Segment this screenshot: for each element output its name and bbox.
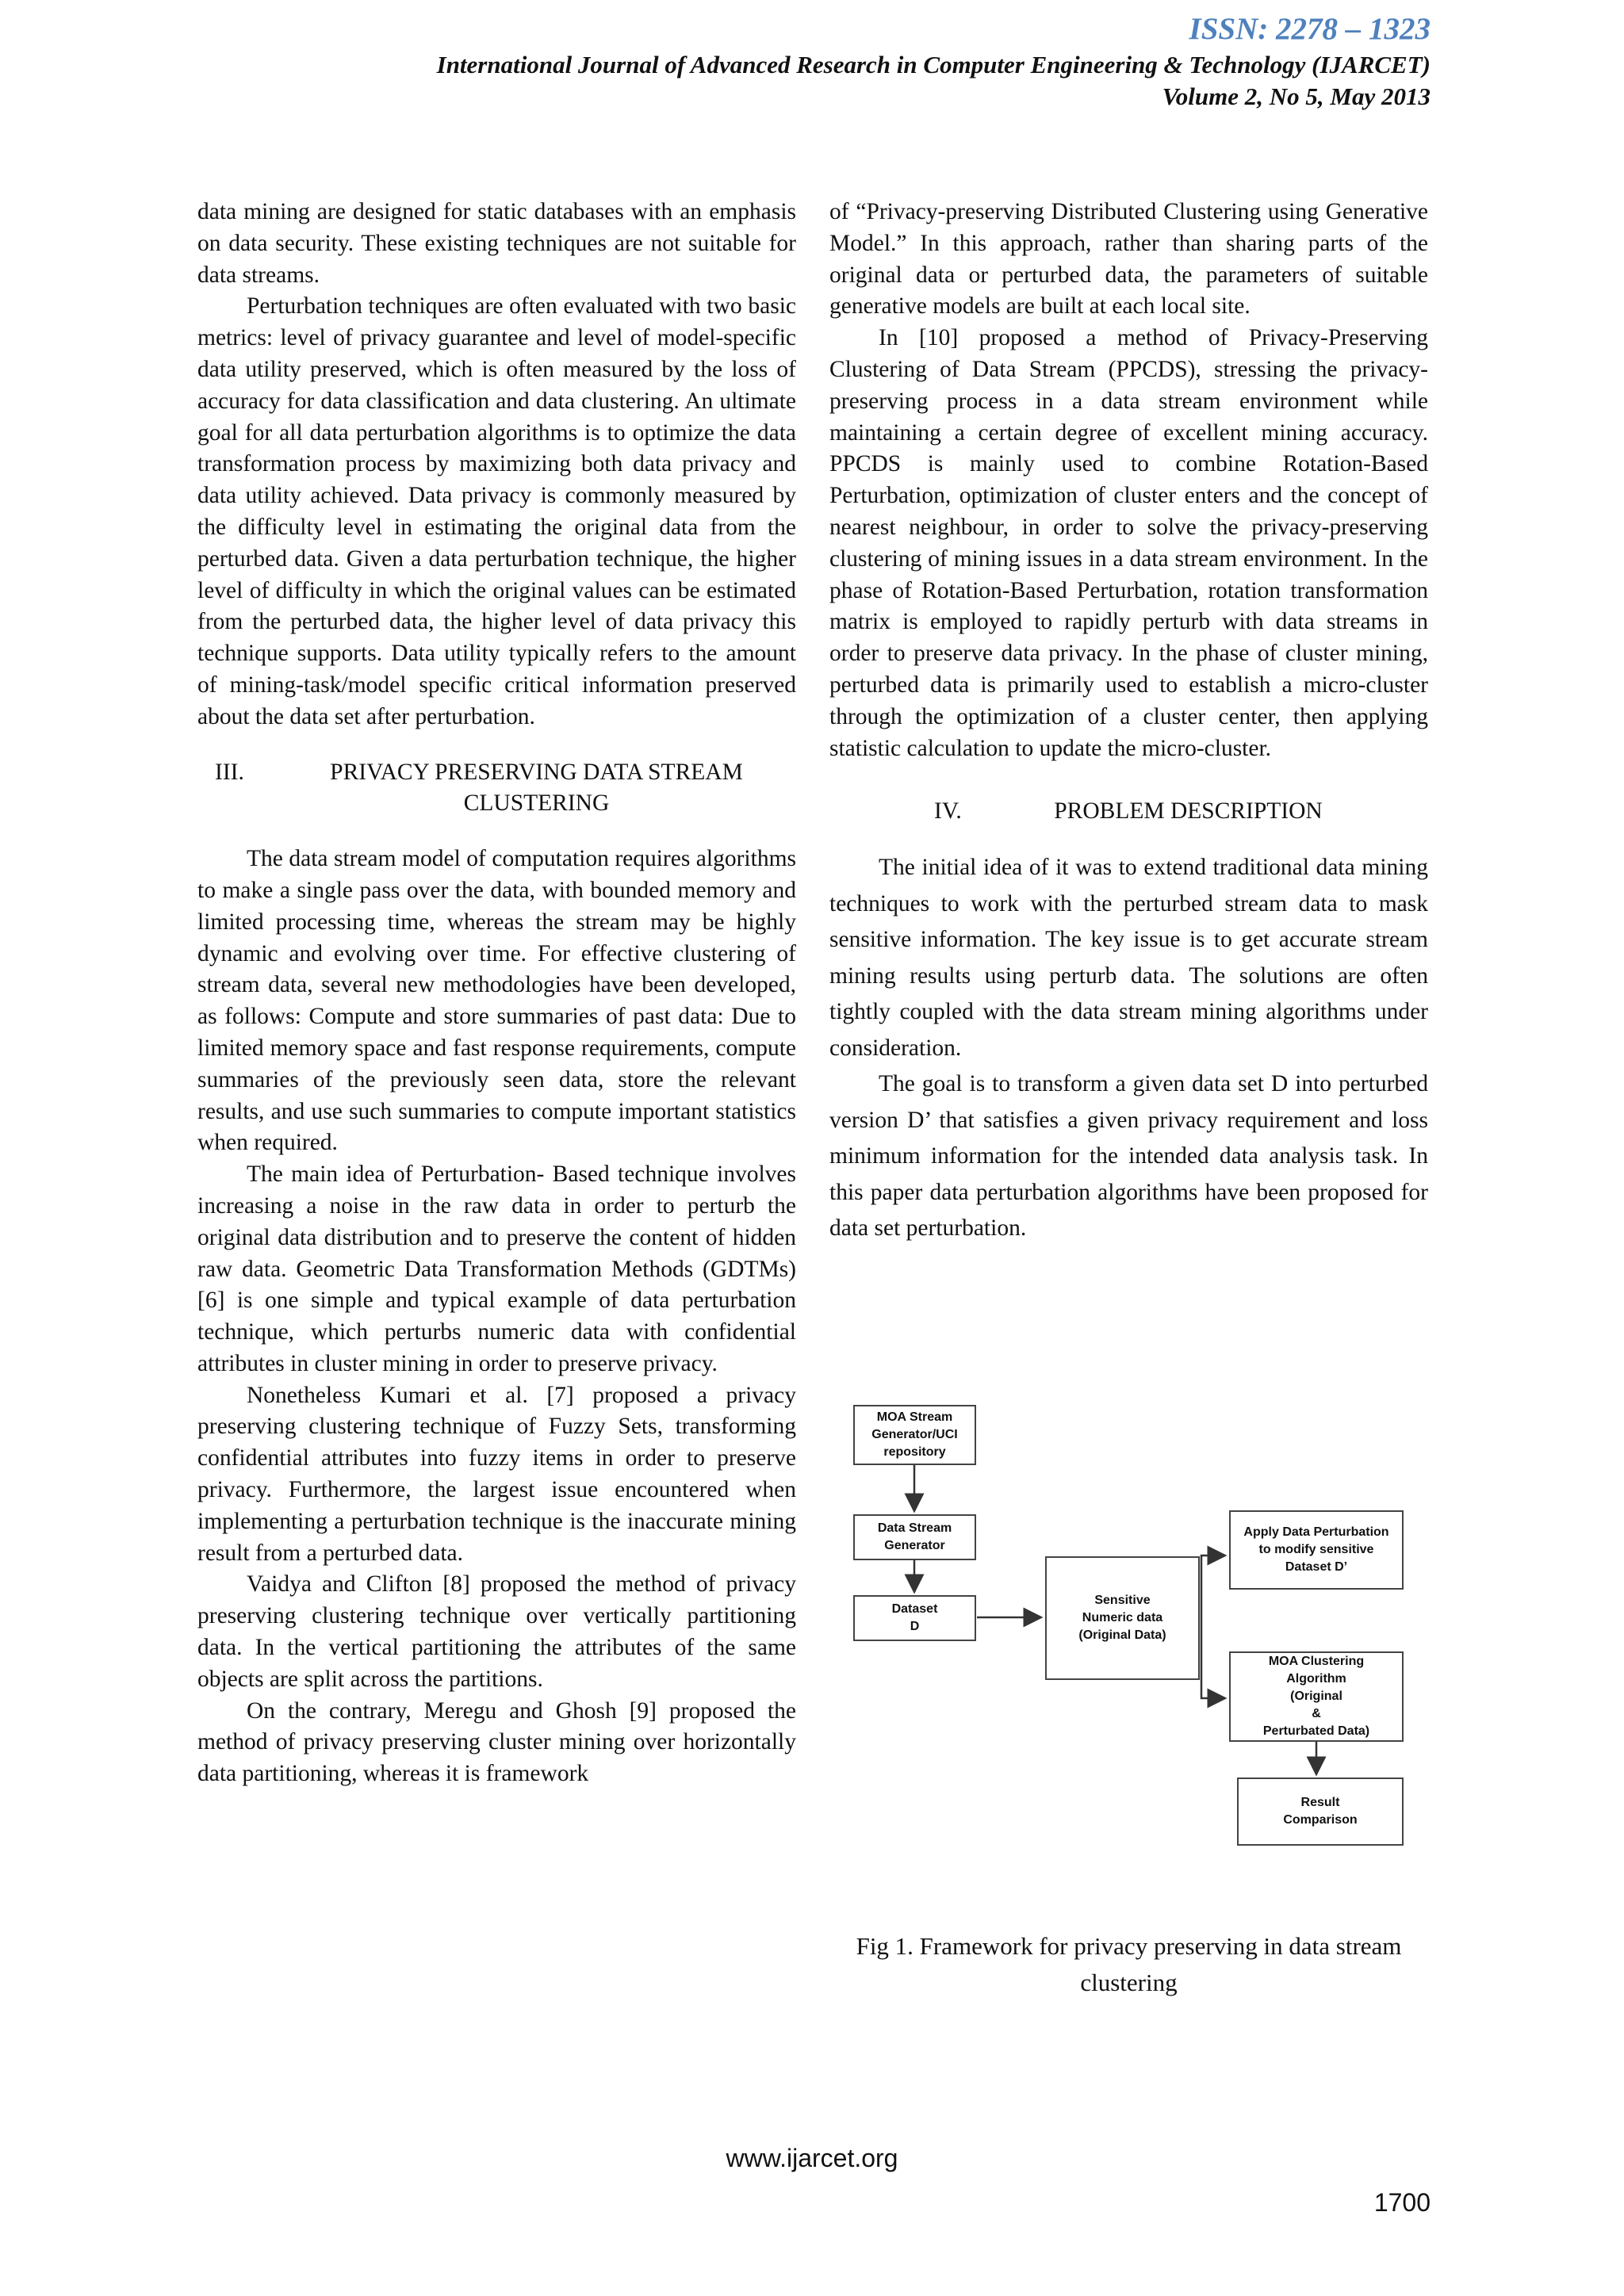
left-column [197, 197, 796, 1790]
issn-header: ISSN: 2278 – 1323 [1189, 12, 1431, 46]
sensitive-data-box: Sensitive Numeric data (Original Data) [1045, 1556, 1200, 1680]
volume-info: Volume 2, No 5, May 2013 [1162, 82, 1431, 110]
paragraph: The goal is to transform a given data set D into perturbed version D’ that satisfies a given privacy requirement and loss minimum information for the intended data analysis task. In this paper data perturbation algorithms have been proposed for data set perturbation. [829, 1071, 1428, 1242]
paragraph: In [10] proposed a method of Privacy-Preserving Clustering of Data Stream (PPCDS), stressing the privacy-preserving process in a data stream environment while maintaining a certain degree of excellent mining accuracy. PPCDS is mainly used to combine Rotation-Based Perturbation, optimization of cluster enters and the concept of nearest neighbour, in order to solve the privacy-preserving clustering of mining issues in a data stream environment. In the phase of Rotation-Based Perturbation, rotation transformation matrix is employed to rapidly perturb with data streams in order to preserve data privacy. In the phase of cluster mining, perturbed data is primarily used to establish a micro-cluster through the optimization of a cluster center, then applying statistic calculation to update the micro-cluster. [829, 325, 1428, 761]
paragraph: The main idea of Perturbation- Based technique involves increasing a noise in the raw data in order to perturb the original data distribution and to preserve the content of hidden raw data. Geometric Data Transformation Methods (GDTMs) [6] is one simple and typical example of data perturbation technique, which perturbs numeric data with confidential attributes in cluster mining in order to preserve privacy. [197, 1161, 796, 1376]
paragraph: On the contrary, Meregu and Ghosh [9] proposed the method of privacy preserving cluster mining over horizontally data partitioning, whereas it is framework [197, 1697, 796, 1787]
framework-diagram [833, 1387, 1427, 1863]
section-heading-4 [829, 796, 1428, 828]
page-number: 1700 [1373, 2188, 1431, 2217]
result-comparison-box: Result Comparison [1237, 1777, 1404, 1846]
right-column [829, 197, 1428, 1247]
journal-title: International Journal of Advanced Research in Computer Engineering & Technology (IJARCET) [436, 51, 1431, 78]
footer-url: www.ijarcet.org [726, 2144, 898, 2172]
data-stream-generator-box: Data Stream Generator [853, 1514, 976, 1560]
paragraph: Nonetheless Kumari et al. [7] proposed a privacy preserving clustering technique of Fuzzy Sets, transforming confidential attributes into fuzzy items in order to preserve privacy. Furthermore, the largest issue encountered when implementing a perturbation technique is the inaccurate mining result from a perturbed data. [197, 1382, 796, 1566]
paragraph: of “Privacy-preserving Distributed Clustering using Generative Model.” In this approach, rather than sharing parts of the original data or perturbed data, the parameters of suitable generative models are built at each local site. [829, 199, 1428, 320]
paragraph: The initial idea of it was to extend traditional data mining techniques to work with the perturbed stream data to mask sensitive information. The key issue is to get accurate stream mining results using perturb data. The solutions are often tightly coupled with the data stream mining algorithms under consideration. [829, 855, 1428, 1061]
moa-clustering-box: MOA Clustering Algorithm (Original & Perturbated Data) [1229, 1651, 1404, 1742]
section-title: PROBLEM DESCRIPTION [1054, 798, 1323, 825]
section-title: PRIVACY PRESERVING DATA STREAM CLUSTERING [330, 759, 743, 817]
apply-perturbation-box: Apply Data Perturbation to modify sensitive Dataset D’ [1229, 1510, 1404, 1590]
moa-stream-box: MOA Stream Generator/UCI repository [853, 1405, 976, 1465]
paragraph: Vaidya and Clifton [8] proposed the method of privacy preserving clustering technique over vertically partitioning data. In the vertical partitioning the attributes of the same objects are split across the partitions. [197, 1571, 796, 1692]
section-number: IV. [934, 798, 962, 825]
arrow [1201, 1617, 1225, 1698]
section-number: III. [215, 759, 244, 785]
figure-caption: Fig 1. Framework for privacy preserving in data stream clustering [856, 1932, 1402, 1996]
paragraph: The data stream model of computation requires algorithms to make a single pass over the data, with bounded memory and limited processing time, whereas the stream may be highly dynamic and evolving over time. For effective clustering of stream data, several new methodologies have been developed, as follows: Compute and store summaries of past data: Due to limited memory space and fast response requirements, compute summaries of the previously seen data, store the relevant results, and use such summaries to compute important statistics when required. [197, 846, 796, 1156]
paragraph: Perturbation techniques are often evaluated with two basic metrics: level of privacy guarantee and level of model-specific data utility preserved, which is often measured by the loss of accuracy for data classification and data clustering. An ultimate goal for all data perturbation algorithms is to optimize the data transformation process by maximizing both data privacy and data utility achieved. Data privacy is commonly measured by the difficulty level in estimating the original data from the perturbed data. Given a data perturbation technique, the higher level of difficulty in which the original values can be estimated from the perturbed data, the higher level of data privacy this technique supports. Data utility typically refers to the amount of mining-task/model specific critical information preserved about the data set after perturbation. [197, 293, 796, 729]
paragraph: data mining are designed for static databases with an emphasis on data security. These existing techniques are not suitable for data streams. [197, 199, 796, 288]
arrow [1201, 1556, 1225, 1617]
dataset-box: Dataset D [853, 1595, 976, 1641]
section-heading-3 [197, 757, 796, 821]
